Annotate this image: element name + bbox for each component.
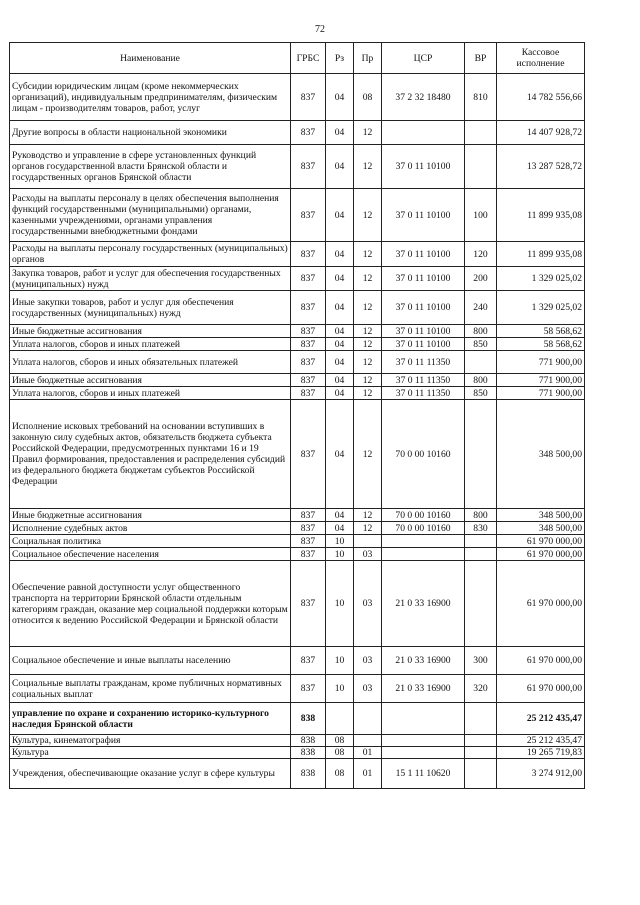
- cell-pr: 12: [354, 374, 382, 387]
- cell-sum: 58 568,62: [497, 338, 585, 351]
- cell-pr: 12: [354, 189, 382, 242]
- cell-csr: 70 0 00 10160: [382, 509, 465, 522]
- cell-rz: 04: [326, 522, 354, 535]
- cell-rz: 10: [326, 675, 354, 703]
- cell-sum: 1 329 025,02: [497, 267, 585, 291]
- cell-sum: 14 782 556,66: [497, 74, 585, 121]
- cell-sum: 771 900,00: [497, 387, 585, 400]
- cell-sum: 11 899 935,08: [497, 242, 585, 267]
- table-row: [10, 509, 585, 522]
- table-row: [10, 351, 585, 374]
- cell-pr: 12: [354, 242, 382, 267]
- cell-pr: 01: [354, 759, 382, 789]
- cell-rz: 08: [326, 759, 354, 789]
- table-row: [10, 647, 585, 675]
- cell-vr: 320: [465, 675, 497, 703]
- header-csr: ЦСР: [382, 43, 465, 74]
- cell-sum: 58 568,62: [497, 325, 585, 338]
- cell-name: Уплата налогов, сборов и иных платежей: [10, 387, 291, 400]
- cell-name: Уплата налогов, сборов и иных платежей: [10, 338, 291, 351]
- cell-sum: 348 500,00: [497, 522, 585, 535]
- cell-sum: 771 900,00: [497, 374, 585, 387]
- cell-name: Социальная политика: [10, 535, 291, 548]
- cell-csr: [382, 548, 465, 561]
- cell-vr: [465, 145, 497, 189]
- cell-csr: 37 0 11 10100: [382, 267, 465, 291]
- table-row: [10, 74, 585, 121]
- cell-csr: [382, 121, 465, 145]
- header-rz: Рз: [326, 43, 354, 74]
- cell-rz: 04: [326, 74, 354, 121]
- table-row: [10, 759, 585, 789]
- cell-rz: 10: [326, 647, 354, 675]
- cell-rz: 04: [326, 267, 354, 291]
- cell-csr: 37 0 11 10100: [382, 325, 465, 338]
- cell-rz: 04: [326, 325, 354, 338]
- header-pr: Пр: [354, 43, 382, 74]
- cell-name: Культура: [10, 747, 291, 759]
- table-row: [10, 522, 585, 535]
- cell-pr: 12: [354, 145, 382, 189]
- cell-sum: 771 900,00: [497, 351, 585, 374]
- cell-pr: 12: [354, 400, 382, 509]
- cell-vr: 100: [465, 189, 497, 242]
- page-number: 72: [315, 24, 325, 35]
- cell-sum: 348 500,00: [497, 400, 585, 509]
- cell-pr: 01: [354, 747, 382, 759]
- cell-grbs: 837: [291, 647, 326, 675]
- cell-grbs: 837: [291, 675, 326, 703]
- table-header-row: [10, 43, 585, 74]
- cell-rz: 04: [326, 374, 354, 387]
- cell-grbs: 837: [291, 535, 326, 548]
- cell-sum: 11 899 935,08: [497, 189, 585, 242]
- cell-pr: 12: [354, 387, 382, 400]
- cell-name: Иные закупки товаров, работ и услуг для обеспечения государственных (муниципальных) нужд: [10, 291, 291, 325]
- cell-pr: 12: [354, 522, 382, 535]
- cell-rz: 04: [326, 121, 354, 145]
- table-row: [10, 400, 585, 509]
- cell-rz: 08: [326, 735, 354, 747]
- cell-sum: 1 329 025,02: [497, 291, 585, 325]
- cell-vr: [465, 703, 497, 735]
- cell-rz: 04: [326, 145, 354, 189]
- cell-vr: [465, 735, 497, 747]
- cell-grbs: 837: [291, 267, 326, 291]
- cell-vr: [465, 351, 497, 374]
- cell-grbs: 837: [291, 561, 326, 647]
- cell-grbs: 837: [291, 509, 326, 522]
- cell-grbs: 837: [291, 374, 326, 387]
- cell-csr: 21 0 33 16900: [382, 561, 465, 647]
- cell-csr: [382, 535, 465, 548]
- cell-csr: 37 0 11 10100: [382, 145, 465, 189]
- cell-csr: 37 0 11 10100: [382, 242, 465, 267]
- cell-grbs: 837: [291, 351, 326, 374]
- table-row: [10, 338, 585, 351]
- cell-pr: 03: [354, 548, 382, 561]
- cell-sum: 14 407 928,72: [497, 121, 585, 145]
- cell-name: Расходы на выплаты персоналу государственных (муниципальных) органов: [10, 242, 291, 267]
- cell-sum: 13 287 528,72: [497, 145, 585, 189]
- cell-grbs: 838: [291, 747, 326, 759]
- cell-csr: 37 0 11 10100: [382, 291, 465, 325]
- cell-csr: 70 0 00 10160: [382, 522, 465, 535]
- cell-grbs: 837: [291, 242, 326, 267]
- cell-name: управление по охране и сохранению историко-культурного наследия Брянской области: [10, 703, 291, 735]
- cell-sum: 61 970 000,00: [497, 675, 585, 703]
- cell-grbs: 838: [291, 735, 326, 747]
- table-row: [10, 242, 585, 267]
- cell-sum: 19 265 719,83: [497, 747, 585, 759]
- cell-pr: 03: [354, 647, 382, 675]
- cell-rz: [326, 703, 354, 735]
- header-name: Наименование: [10, 43, 291, 74]
- cell-vr: [465, 121, 497, 145]
- cell-vr: 800: [465, 325, 497, 338]
- table-row: [10, 561, 585, 647]
- cell-rz: 10: [326, 561, 354, 647]
- cell-name: Закупка товаров, работ и услуг для обеспечения государственных (муниципальных) нужд: [10, 267, 291, 291]
- table-row: [10, 189, 585, 242]
- cell-vr: [465, 535, 497, 548]
- cell-csr: 37 0 11 10100: [382, 189, 465, 242]
- header-sum: Кассовое исполнение: [497, 43, 585, 74]
- header-grbs: ГРБС: [291, 43, 326, 74]
- cell-rz: 10: [326, 535, 354, 548]
- cell-grbs: 837: [291, 400, 326, 509]
- cell-vr: [465, 548, 497, 561]
- cell-name: Уплата налогов, сборов и иных обязательных платежей: [10, 351, 291, 374]
- cell-pr: 12: [354, 267, 382, 291]
- cell-vr: 800: [465, 374, 497, 387]
- cell-rz: 08: [326, 747, 354, 759]
- cell-csr: 37 0 11 10100: [382, 338, 465, 351]
- table-row: [10, 267, 585, 291]
- cell-name: Иные бюджетные ассигнования: [10, 509, 291, 522]
- cell-csr: 37 2 32 18480: [382, 74, 465, 121]
- table-row: [10, 121, 585, 145]
- cell-grbs: 838: [291, 703, 326, 735]
- cell-pr: 12: [354, 351, 382, 374]
- cell-sum: 61 970 000,00: [497, 647, 585, 675]
- cell-sum: 348 500,00: [497, 509, 585, 522]
- cell-grbs: 837: [291, 548, 326, 561]
- table-row: [10, 387, 585, 400]
- cell-name: Социальные выплаты гражданам, кроме публичных нормативных социальных выплат: [10, 675, 291, 703]
- cell-name: Социальное обеспечение населения: [10, 548, 291, 561]
- cell-name: Другие вопросы в области национальной экономики: [10, 121, 291, 145]
- table-row: [10, 325, 585, 338]
- cell-name: Иные бюджетные ассигнования: [10, 325, 291, 338]
- table-row: [10, 374, 585, 387]
- cell-name: Культура, кинематография: [10, 735, 291, 747]
- cell-sum: 25 212 435,47: [497, 735, 585, 747]
- cell-vr: 830: [465, 522, 497, 535]
- cell-rz: 04: [326, 400, 354, 509]
- cell-pr: 03: [354, 675, 382, 703]
- table-row: [10, 535, 585, 548]
- cell-csr: 21 0 33 16900: [382, 675, 465, 703]
- table-row: [10, 747, 585, 759]
- cell-pr: [354, 535, 382, 548]
- cell-grbs: 837: [291, 145, 326, 189]
- cell-pr: 12: [354, 291, 382, 325]
- cell-name: Субсидии юридическим лицам (кроме некоммерческих организаций), индивидуальным предпринимателям, физическим лицам - производителям товаров, работ, услуг: [10, 74, 291, 121]
- cell-csr: [382, 735, 465, 747]
- cell-vr: 120: [465, 242, 497, 267]
- cell-rz: 04: [326, 351, 354, 374]
- cell-csr: 37 0 11 11350: [382, 351, 465, 374]
- cell-csr: 70 0 00 10160: [382, 400, 465, 509]
- cell-pr: [354, 735, 382, 747]
- budget-execution-table: [9, 42, 585, 789]
- cell-pr: 12: [354, 121, 382, 145]
- cell-csr: 15 1 11 10620: [382, 759, 465, 789]
- cell-sum: 25 212 435,47: [497, 703, 585, 735]
- cell-grbs: 837: [291, 522, 326, 535]
- cell-pr: 03: [354, 561, 382, 647]
- cell-grbs: 837: [291, 338, 326, 351]
- cell-vr: [465, 747, 497, 759]
- cell-sum: 61 970 000,00: [497, 561, 585, 647]
- cell-pr: [354, 703, 382, 735]
- cell-rz: 10: [326, 548, 354, 561]
- cell-grbs: 837: [291, 325, 326, 338]
- cell-pr: 12: [354, 509, 382, 522]
- cell-name: Иные бюджетные ассигнования: [10, 374, 291, 387]
- table-row: [10, 291, 585, 325]
- cell-csr: [382, 703, 465, 735]
- cell-vr: 240: [465, 291, 497, 325]
- cell-rz: 04: [326, 242, 354, 267]
- cell-sum: 61 970 000,00: [497, 535, 585, 548]
- cell-pr: 12: [354, 338, 382, 351]
- cell-csr: 21 0 33 16900: [382, 647, 465, 675]
- cell-name: Обеспечение равной доступности услуг общественного транспорта на территории Брянской области отдельным категориям граждан, оказание мер социальной поддержки которым относится к ведению Российской Федерации и Брянской области: [10, 561, 291, 647]
- cell-name: Расходы на выплаты персоналу в целях обеспечения выполнения функций государственными (муниципальными) органами, казенными учреждениями, органами управления государственными внебюджетными фондами: [10, 189, 291, 242]
- cell-rz: 04: [326, 291, 354, 325]
- table-row: [10, 675, 585, 703]
- table-row: [10, 145, 585, 189]
- cell-vr: 850: [465, 338, 497, 351]
- header-vr: ВР: [465, 43, 497, 74]
- cell-rz: 04: [326, 509, 354, 522]
- cell-grbs: 837: [291, 387, 326, 400]
- cell-pr: 12: [354, 325, 382, 338]
- cell-csr: [382, 747, 465, 759]
- cell-csr: 37 0 11 11350: [382, 387, 465, 400]
- cell-grbs: 837: [291, 121, 326, 145]
- cell-vr: [465, 561, 497, 647]
- cell-vr: [465, 759, 497, 789]
- cell-name: Исполнение исковых требований на основании вступивших в законную силу судебных актов, обязательств бюджета субъекта Российской Федерации, предусмотренных пунктами 16 и 19 Правил формирования, предоставления и распределения субсидий из федерального бюджета бюджетам субъектов Российской Федерации: [10, 400, 291, 509]
- cell-rz: 04: [326, 338, 354, 351]
- cell-pr: 08: [354, 74, 382, 121]
- cell-grbs: 837: [291, 189, 326, 242]
- cell-sum: 61 970 000,00: [497, 548, 585, 561]
- cell-vr: 300: [465, 647, 497, 675]
- cell-sum: 3 274 912,00: [497, 759, 585, 789]
- cell-vr: 200: [465, 267, 497, 291]
- cell-name: Социальное обеспечение и иные выплаты населению: [10, 647, 291, 675]
- cell-name: Исполнение судебных актов: [10, 522, 291, 535]
- cell-rz: 04: [326, 189, 354, 242]
- cell-vr: [465, 400, 497, 509]
- cell-name: Руководство и управление в сфере установленных функций органов государственной власти Брянской области и государственных органов Брянской области: [10, 145, 291, 189]
- cell-vr: 810: [465, 74, 497, 121]
- cell-grbs: 837: [291, 291, 326, 325]
- cell-rz: 04: [326, 387, 354, 400]
- cell-grbs: 838: [291, 759, 326, 789]
- cell-grbs: 837: [291, 74, 326, 121]
- cell-vr: 850: [465, 387, 497, 400]
- cell-csr: 37 0 11 11350: [382, 374, 465, 387]
- table-row: [10, 548, 585, 561]
- table-row: [10, 703, 585, 735]
- cell-name: Учреждения, обеспечивающие оказание услуг в сфере культуры: [10, 759, 291, 789]
- cell-vr: 800: [465, 509, 497, 522]
- table-row: [10, 735, 585, 747]
